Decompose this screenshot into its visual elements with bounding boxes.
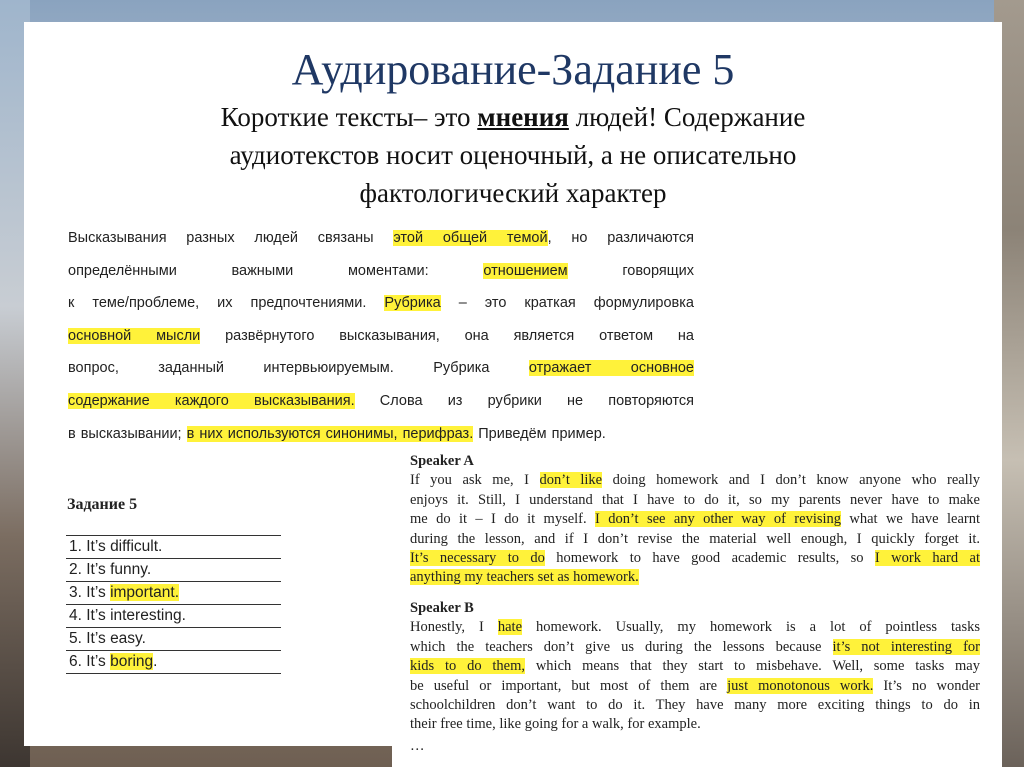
highlight: этой общей темой — [393, 230, 548, 246]
task-title: Задание 5 — [67, 496, 138, 513]
highlight: boring — [110, 653, 154, 670]
speaker-b-label: Speaker B — [410, 600, 474, 616]
text: homework to have good academic results, so — [544, 550, 875, 567]
highlight: it’s not interesting for — [832, 638, 981, 655]
text: 6. It’s — [69, 653, 111, 670]
speaker-line — [410, 677, 980, 696]
highlight: отражает основное — [528, 360, 694, 377]
speaker-b-block — [410, 599, 980, 735]
slide-title: Аудирование-Задание 5 — [291, 45, 735, 94]
text: me do it – I do it myself. — [410, 511, 596, 528]
highlight: в них используются синонимы, перифраз. — [186, 425, 474, 442]
speaker-line — [410, 568, 980, 587]
explanation-paragraph — [68, 222, 694, 450]
text: 1. It’s difficult. — [69, 538, 163, 555]
speaker-line — [410, 510, 980, 529]
text: doing homework and I don’t know anyone who really — [602, 472, 980, 489]
highlight: I work hard at — [874, 550, 980, 567]
text: homework. Usually, my homework is a lot of pointless tasks — [522, 619, 980, 636]
text: 5. It’s easy. — [69, 630, 146, 647]
highlight: anything my teachers set as homework. — [410, 569, 639, 586]
highlight: основной мысли — [68, 327, 201, 344]
speaker-line: during the lesson, and if I don’t revise the material well enough, I quickly forget it. — [410, 530, 980, 547]
highlight: Рубрика — [384, 295, 441, 312]
speaker-line — [410, 618, 980, 637]
text: вопрос, заданный интервьюируемым. Рубрика — [68, 360, 529, 377]
text: If you ask me, I — [410, 472, 540, 489]
text: Honestly, I — [410, 619, 498, 636]
speaker-line — [410, 549, 980, 568]
subtitle-text: Короткие тексты– это — [220, 102, 478, 132]
text: определёнными важными моментами: — [68, 262, 484, 279]
text: which means that they start to misbehave. Well, some tasks may — [525, 658, 980, 675]
speaker-line — [410, 657, 980, 676]
speaker-line: their free time, like going for a walk, for example. — [410, 716, 701, 733]
task-option — [66, 651, 281, 674]
continuation-ellipsis: … — [410, 738, 425, 754]
text: развёрнутого высказывания, она является ответом на — [200, 327, 694, 344]
task-option — [66, 605, 281, 628]
highlight: hate — [497, 619, 523, 636]
task-option — [66, 559, 281, 582]
text: be useful or important, but most of them are — [410, 677, 728, 694]
task-options — [66, 535, 281, 674]
speaker-line: enjoys it. Still, I understand that I have to do it, so my parents never have to make — [410, 491, 980, 508]
subtitle-emphasis: мнения — [477, 102, 569, 132]
text: говорящих — [567, 262, 695, 279]
highlight: kids to do them, — [410, 658, 526, 675]
text: , но различаются — [547, 230, 694, 246]
highlight: important. — [110, 584, 179, 601]
paragraph-line — [68, 385, 694, 418]
text: – это краткая формулировка — [440, 295, 694, 312]
text: 2. It’s funny. — [69, 561, 152, 578]
subtitle-line-2: аудиотекстов носит оценочный, а не описательно — [229, 140, 797, 170]
paragraph-line — [68, 352, 694, 385]
highlight: отношением — [483, 262, 568, 279]
speaker-line — [410, 471, 980, 490]
text: It’s no wonder — [873, 677, 981, 694]
text: к теме/проблеме, их предпочтениями. — [68, 295, 385, 312]
speaker-line: schoolchildren don’t want to do it. They have many more exciting things to do in — [410, 697, 980, 714]
paragraph-line — [68, 255, 694, 288]
task-option — [66, 628, 281, 651]
paragraph-line — [68, 287, 694, 320]
speaker-a-block — [410, 452, 980, 588]
text: what we have learnt — [841, 511, 980, 528]
highlight: содержание каждого высказывания. — [68, 392, 355, 409]
subtitle-line-3: фактологический характер — [359, 178, 667, 208]
text: 4. It’s interesting. — [69, 607, 186, 624]
paragraph-line — [68, 320, 694, 353]
text: . — [153, 653, 158, 670]
speaker-line — [410, 638, 980, 657]
highlight: I don’t see any other way of revising — [595, 511, 842, 528]
text: в высказывании; — [68, 425, 187, 442]
highlight: It’s necessary to do — [410, 550, 545, 567]
text: 3. It’s — [69, 584, 111, 601]
highlight: just monotonous work. — [727, 677, 874, 694]
subtitle-text: людей! Содержание — [568, 102, 806, 132]
text: which the teachers don’t give us during the lessons because — [410, 638, 833, 655]
text: Приведём пример. — [473, 425, 606, 442]
speakers-panel — [392, 444, 1002, 767]
subtitle-line-1 — [24, 98, 1002, 136]
highlight: don’t like — [539, 472, 603, 489]
task-option — [66, 535, 281, 559]
paragraph-line — [68, 222, 694, 255]
task-option — [66, 582, 281, 605]
speaker-a-label: Speaker A — [410, 453, 474, 469]
text: Высказывания разных людей связаны — [68, 230, 394, 246]
text: Слова из рубрики не повторяются — [354, 392, 694, 409]
slide-subtitle — [24, 98, 1002, 212]
